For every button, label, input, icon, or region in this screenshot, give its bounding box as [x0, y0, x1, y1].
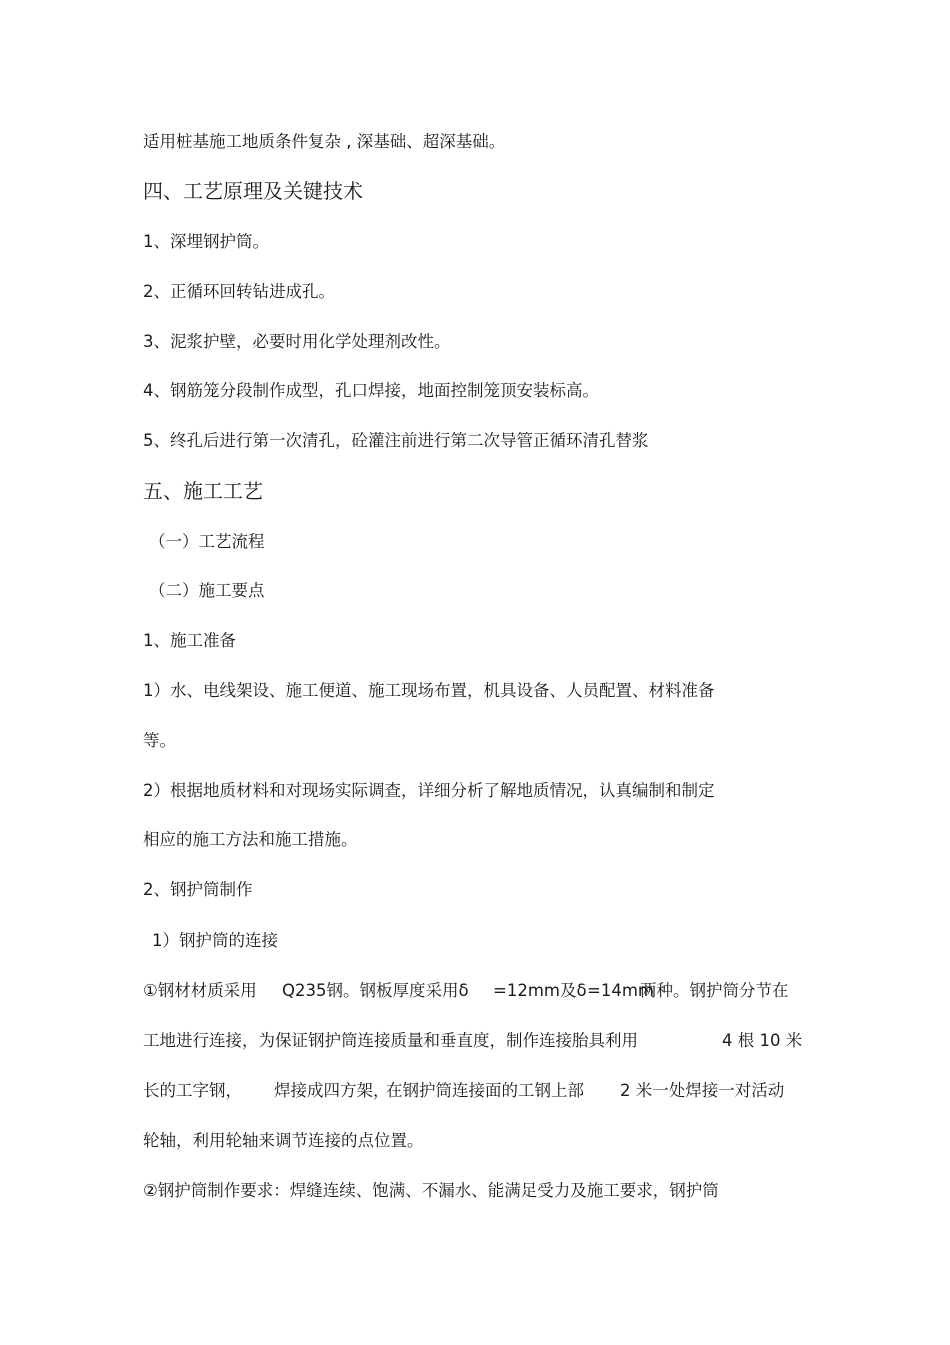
section-heading: 五、施工工艺: [143, 479, 263, 503]
body-text-line: 1）水、电线架设、施工便道、施工现场布置，机具设备、人员配置、材料准备: [143, 681, 715, 700]
body-text-line: 等。: [143, 731, 176, 750]
text-segment: =14mm: [587, 981, 654, 1000]
body-text-line: 适用桩基施工地质条件复杂 , 深基础、超深基础。: [143, 132, 506, 151]
text-segment: 工地进行连接，为保证钢护筒连接质量和垂直度，制作连接胎具利用: [143, 1031, 638, 1050]
list-item: 5、终孔后进行第一次清孔，砼灌注前进行第二次导管正循环清孔替浆: [143, 431, 649, 450]
text-segment: 4 根 10 米: [722, 1031, 803, 1050]
text-segment: =12mm及δ: [493, 981, 587, 1000]
list-item: 2、钢护筒制作: [143, 880, 253, 899]
body-text-line: 2）根据地质材料和对现场实际调查，详细分析了解地质情况，认真编制和制定: [143, 781, 715, 800]
list-item: 1、深埋钢护筒。: [143, 232, 269, 251]
body-text-line: 轮轴，利用轮轴来调节连接的点位置。: [143, 1131, 424, 1150]
text-segment: 2 米一处焊接一对活动: [620, 1081, 785, 1100]
list-item: 2、正循环回转钻进成孔。: [143, 282, 335, 301]
list-item: 1）钢护筒的连接: [152, 931, 278, 950]
body-text-line: [0, 1079, 950, 1103]
list-item: 4、钢筋笼分段制作成型，孔口焊接，地面控制笼顶安装标高。: [143, 381, 599, 400]
list-item: 1、施工准备: [143, 631, 236, 650]
text-segment: ①钢材材质采用: [143, 981, 257, 1000]
section-heading: 四、工艺原理及关键技术: [143, 179, 363, 203]
text-segment: Q235钢。钢板厚度采用δ: [282, 981, 469, 1000]
text-segment: 两种。钢护筒分节在: [640, 981, 789, 1000]
text-segment: 长的工字钢，: [143, 1081, 242, 1100]
subsection-heading: （二）施工要点: [149, 581, 265, 600]
body-text-line: [0, 1029, 950, 1053]
text-segment: 焊接成四方架，: [274, 1081, 390, 1100]
body-text-line: ②钢护筒制作要求：焊缝连续、饱满、不漏水、能满足受力及施工要求，钢护筒: [143, 1181, 719, 1200]
subsection-heading: （一）工艺流程: [149, 532, 265, 551]
text-segment: 在钢护筒连接面的工钢上部: [386, 1081, 584, 1100]
body-text-line: [0, 979, 950, 1003]
body-text-line: 相应的施工方法和施工措施。: [143, 830, 358, 849]
list-item: 3、泥浆护壁，必要时用化学处理剂改性。: [143, 332, 451, 351]
